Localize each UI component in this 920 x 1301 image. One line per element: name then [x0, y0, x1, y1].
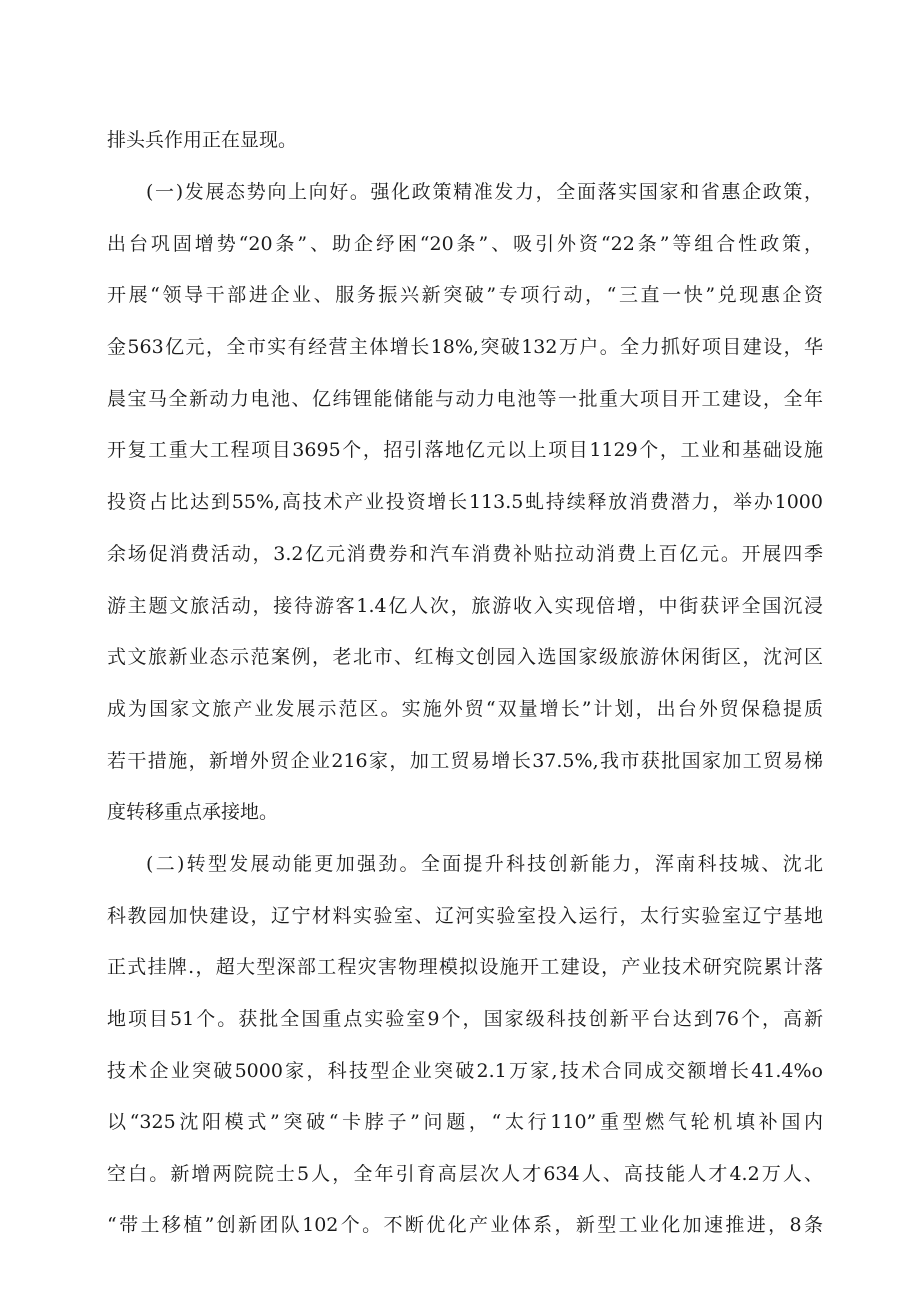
text-line: 开复工重大工程项目3695个，招引落地亿元以上项目1129个，工业和基础设施 [107, 439, 823, 461]
text-line: 游主题文旅活动，接待游客1.4亿人次，旅游收入实现倍增，中街获评全国沉浸 [107, 595, 823, 617]
text-line: 排头兵作用正在显现。 [107, 129, 298, 151]
text-line: 空白。新增两院院士5人，全年引育高层次人才634人、高技能人才4.2万人、 [107, 1163, 823, 1185]
text-line: 正式挂牌.，超大型深部工程灾害物理模拟设施开工建设，产业技术研究院累计落 [107, 956, 823, 978]
text-line: 成为国家文旅产业发展示范区。实施外贸“双量增长”计划，出台外贸保稳提质 [107, 698, 823, 720]
text-line: 投资占比达到55%,高技术产业投资增长113.5虬持续释放消费潜力，举办1000 [107, 491, 823, 513]
text-line: 若干措施，新增外贸企业216家，加工贸易增长37.5%,我市获批国家加工贸易梯 [107, 750, 823, 772]
paragraph-first-line: (二)转型发展动能更加强劲。全面提升科技创新能力，浑南科技城、沈北 [146, 853, 823, 875]
text-line: 科教园加快建设，辽宁材料实验室、辽河实验室投入运行，太行实验室辽宁基地 [107, 905, 823, 927]
text-line: 以“325沈阳模式”突破“卡脖子”问题，“太行110”重型燃气轮机填补国内 [107, 1111, 823, 1133]
text-line: 地项目51个。获批全国重点实验室9个，国家级科技创新平台达到76个，高新 [107, 1008, 823, 1030]
paragraph-first-line: (一)发展态势向上向好。强化政策精准发力，全面落实国家和省惠企政策， [146, 181, 823, 203]
text-line: 技术企业突破5000家，科技型企业突破2.1万家,技术合同成交额增长41.4%o [107, 1060, 823, 1082]
text-line: “带土移植”创新团队102个。不断优化产业体系，新型工业化加速推进，8条 [107, 1214, 823, 1236]
text-line: 式文旅新业态示范案例，老北市、红梅文创园入选国家级旅游休闲街区，沈河区 [107, 646, 823, 668]
text-line: 金563亿元，全市实有经营主体增长18%,突破132万户。全力抓好项目建设，华 [107, 336, 823, 358]
text-line: 度转移重点承接地。 [107, 801, 279, 823]
text-line: 开展“领导干部进企业、服务振兴新突破”专项行动，“三直一快”兑现惠企资 [107, 284, 823, 306]
text-line: 出台巩固增势“20条”、助企纾困“20条”、吸引外资“22条”等组合性政策， [107, 233, 823, 255]
text-line: 晨宝马全新动力电池、亿纬锂能储能与动力电池等一批重大项目开工建设，全年 [107, 388, 823, 410]
text-line: 余场促消费活动，3.2亿元消费券和汽车消费补贴拉动消费上百亿元。开展四季 [107, 543, 823, 565]
